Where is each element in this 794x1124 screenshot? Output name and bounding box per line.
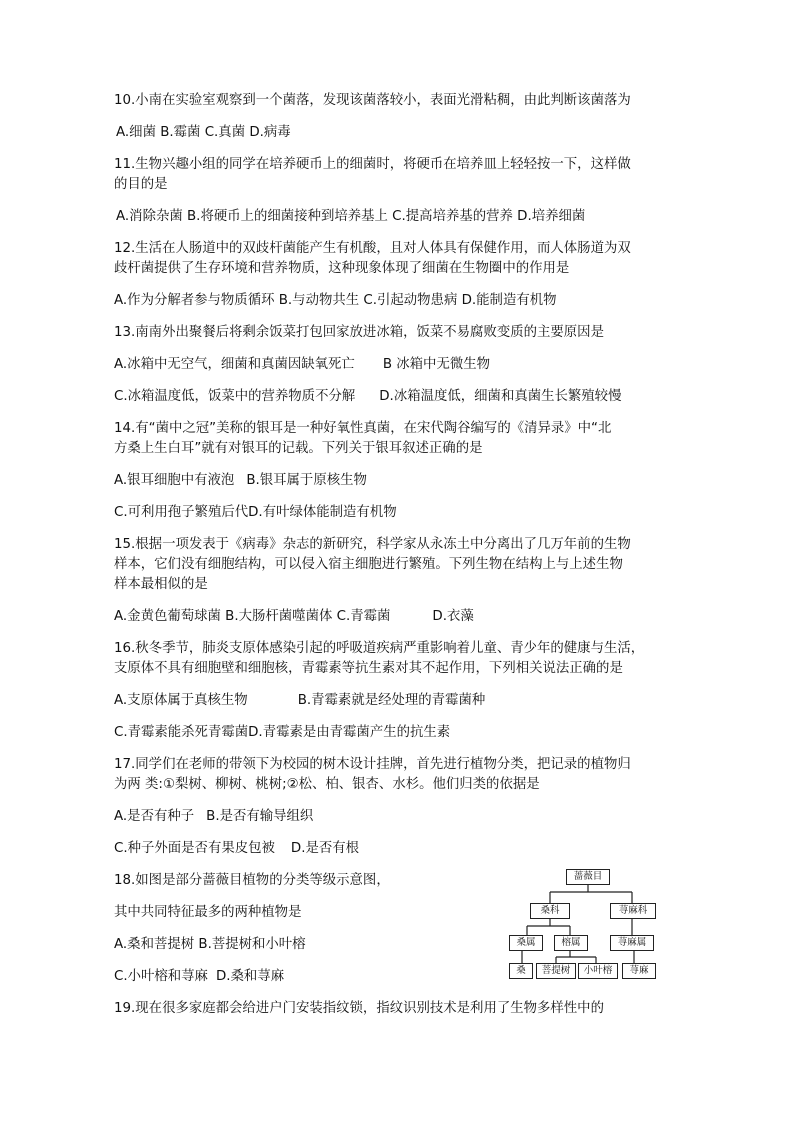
q15-option-abc: A.金黄色葡萄球菌 B.大肠杆菌噬菌体 C.青霉菌 [114,609,391,624]
q16-options-cd: C.青霉素能杀死青霉菌D.青霉素是由青霉菌产生的抗生素 [114,725,451,740]
q16-option-a: A.支原体属于真核生物 [114,693,248,708]
q14-option-b: B.银耳属于原核生物 [246,473,367,488]
q18-stem-2: 其中共同特征最多的两种植物是 [114,905,302,920]
node-genus-ficus: 榕属 [554,935,588,951]
q11-options: A.消除杂菌 B.将硬币上的细菌接种到培养基上 C.提高培养基的营养 D.培养细菌 [116,209,586,224]
q15-option-d: D.衣藻 [432,609,474,624]
q12-stem-1: 12.生活在人肠道中的双歧杆菌能产生有机酸，且对人体具有保健作用，而人体肠道为双 [114,241,631,256]
q17-option-a: A.是否有种子 [114,809,195,824]
q18-options-cd [114,968,284,986]
node-species-nettle: 荨麻 [622,963,656,979]
q16-option-b: B.青霉素就是经处理的青霉菌种 [297,693,486,708]
q16-stem-1: 16.秋冬季节，肺炎支原体感染引起的呼吸道疾病严重影响着儿童、青少年的健康与生活， [114,641,645,656]
node-genus-morus: 桑属 [509,935,543,951]
q18-option-d: D.桑和荨麻 [215,969,285,984]
q11-stem-2: 的目的是 [114,177,168,192]
q18-option-c: C.小叶榕和荨麻 [114,969,208,984]
q16-stem-2: 支原体不具有细胞壁和细胞核，青霉素等抗生素对其不起作用，下列相关说法正确的是 [114,661,623,676]
node-family-urticaceae: 荨麻科 [610,903,656,919]
q10-stem: 10.小南在实验室观察到一个菌落，发现该菌落较小，表面光滑粘稠，由此判断该菌落为 [114,93,631,108]
node-genus-urtica: 荨麻属 [610,935,654,951]
node-species-bodhi-tree: 菩提树 [536,963,576,979]
q17-options-cd [114,840,359,858]
node-species-mulberry: 桑 [509,963,533,979]
q14-stem-2: 方桑上生白耳”就有对银耳的记载。下列关于银耳叙述正确的是 [114,441,483,456]
q17-option-c: C.种子外面是否有果皮包被 [114,841,275,856]
q12-stem-2: 歧杆菌提供了生存环境和营养物质，这种现象体现了细菌在生物圈中的作用是 [114,261,570,276]
q14-options-cd: C.可利用孢子繁殖后代D.有叶绿体能制造有机物 [114,505,397,520]
q17-option-b: B.是否有输导组织 [206,809,314,824]
q18-stem-1: 18.如图是部分蔷薇目植物的分类等级示意图， [114,873,390,888]
q13-option-c: C.冰箱温度低，饭菜中的营养物质不分解 [114,389,356,404]
q13-option-d: D.冰箱温度低，细菌和真菌生长繁殖较慢 [379,389,622,404]
node-family-moraceae: 桑科 [530,903,570,919]
q17-options-ab [114,808,313,826]
node-species-small-leaf-fig: 小叶榕 [578,963,618,979]
q14-stem-1: 14.有“菌中之冠”美称的银耳是一种好氧性真菌，在宋代陶谷编写的《清异录》中“北 [114,421,612,436]
q17-stem-1: 17.同学们在老师的带领下为校园的树木设计挂牌，首先进行植物分类，把记录的植物归 [114,757,631,772]
classification-diagram [504,868,664,983]
q13-option-b: B 冰箱中无微生物 [382,357,491,372]
q14-options-ab [114,472,367,490]
q13-options-cd [114,388,621,406]
q15-options [114,608,474,626]
q16-options-ab [114,692,485,710]
q14-option-a: A.银耳细胞中有液泡 [114,473,235,488]
q11-stem-1: 11.生物兴趣小组的同学在培养硬币上的细菌时，将硬币在培养皿上轻轻按一下，这样做 [114,157,631,172]
q13-options-ab [114,356,490,374]
node-order: 蔷薇目 [566,869,610,885]
q13-option-a: A.冰箱中无空气，细菌和真菌因缺氧死亡 [114,357,355,372]
q15-stem-2: 样本，它们没有细胞结构，可以侵入宿主细胞进行繁殖。下列生物在结构上与上述生物 [114,557,623,572]
q19-stem: 19.现在很多家庭都会给进户门安装指纹锁，指纹识别技术是利用了生物多样性中的 [114,1001,604,1016]
q17-stem-2: 为两 类:①梨树、柳树、桃树;②松、柏、银杏、水杉。他们归类的依据是 [114,777,540,792]
q15-stem-3: 样本最相似的是 [114,577,208,592]
q17-option-d: D.是否有根 [290,841,360,856]
q13-stem: 13.南南外出聚餐后将剩余饭菜打包回家放进冰箱，饭菜不易腐败变质的主要原因是 [114,325,604,340]
q15-stem-1: 15.根据一项发表于《病毒》杂志的新研究，科学家从永冻土中分离出了几万年前的生物 [114,537,631,552]
q18-options-ab: A.桑和菩提树 B.菩提树和小叶榕 [114,937,306,952]
q12-options: A.作为分解者参与物质循环 B.与动物共生 C.引起动物患病 D.能制造有机物 [114,293,557,308]
q10-options: A.细菌 B.霉菌 C.真菌 D.病毒 [116,125,291,140]
